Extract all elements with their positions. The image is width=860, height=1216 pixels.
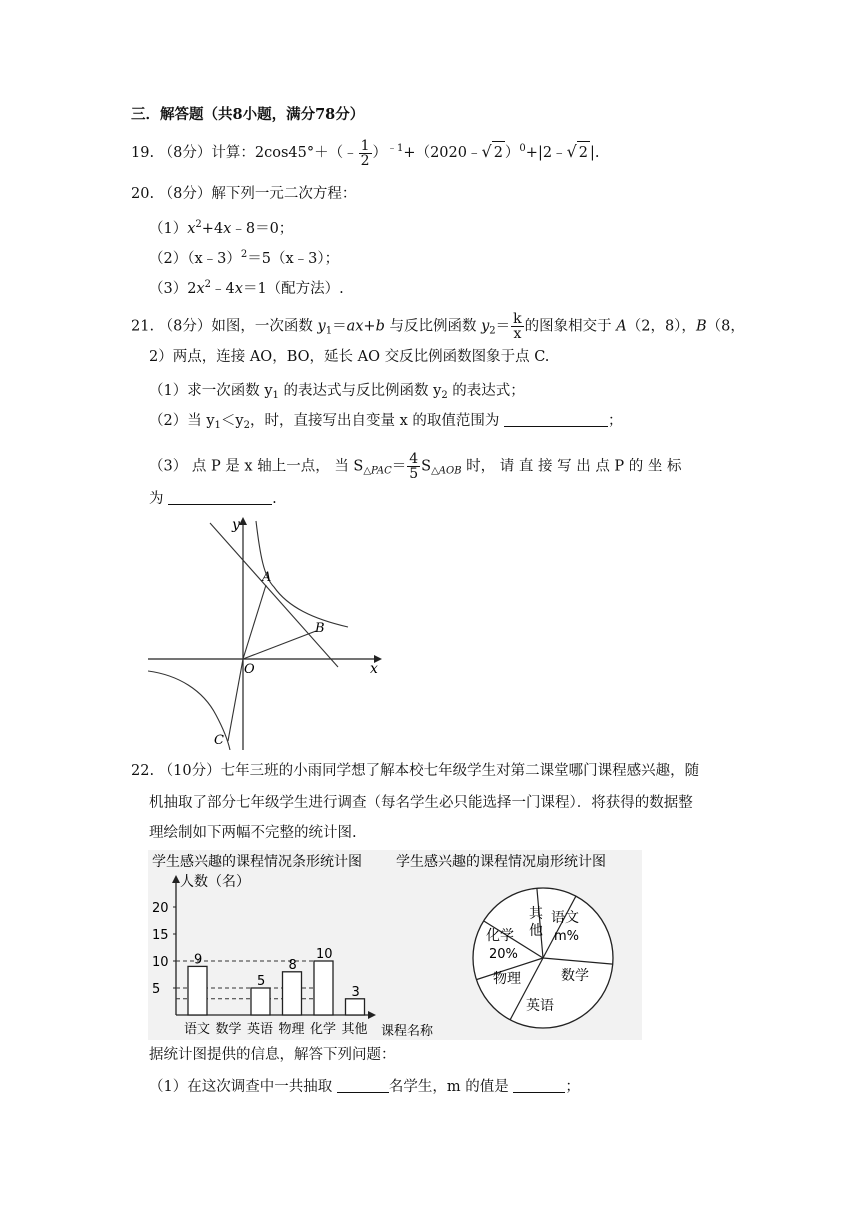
answer-blank-21-3[interactable] <box>168 490 272 505</box>
bar-其他 <box>346 999 365 1015</box>
pie-label-语文: 语文 <box>551 910 579 926</box>
segment-BO <box>243 631 316 659</box>
answer-blank-22-1b[interactable] <box>513 1078 565 1093</box>
segment-AO <box>243 585 266 659</box>
q21-part3-line2: 为 . <box>149 491 277 507</box>
answer-blank-21-2[interactable] <box>504 412 608 427</box>
bar-value-label: 8 <box>288 957 297 973</box>
point-A-label: A <box>262 570 272 585</box>
pie-label-其他: 其 <box>529 906 543 922</box>
q22-part1: （1）在这次调查中一共抽取 名学生，m 的值是 ； <box>149 1079 580 1095</box>
q21-part2: （2）当 $y_1<y_2$，时，直接写出自变量 x 的取值范围为 ； <box>149 413 623 431</box>
fraction-half: $\frac{1}{2}$ <box>360 137 370 169</box>
bar-语文 <box>188 966 207 1015</box>
q22-after-text: 据统计图提供的信息，解答下列问题： <box>149 1047 396 1063</box>
q21-part3: （3） 点 P 是 x 轴上一点， 当 $S_{\triangle PAC}=$ $\frac{4}{5}$ $S_{\triangle AOB}$ 时， 请 直 接 写 出 点 P 的 坐 标 <box>149 451 682 482</box>
segment-OC <box>228 659 243 741</box>
x-axis-label: x <box>370 661 378 677</box>
pie-label-其他: 他 <box>529 923 543 939</box>
pie-label-数学: 数学 <box>561 968 589 984</box>
point-C-label: C <box>214 733 224 748</box>
pie-chart-title: 学生感兴趣的课程情况扇形统计图 <box>396 854 606 870</box>
q20-item-2: （2）（x﹣3）$^2$＝5（x﹣3）； <box>149 249 340 267</box>
bar-value-label: 9 <box>194 952 203 968</box>
q22-line2: 机抽取了部分七年级学生进行调查（每名学生必只能选择一门课程）．将获得的数据整 <box>149 795 693 811</box>
question-21: 21. （8分）如图，一次函数 $y_1=ax+b$ 与反比例函数 $y_2=$ $\frac{k}{x}$ 的图象相交于 A（2，8），B（8， <box>131 311 745 342</box>
origin-label: O <box>244 662 255 677</box>
bar-ytick-label: 20 <box>152 901 169 916</box>
bar-chart-xlabel: 课程名称 <box>381 1024 434 1039</box>
question-19: 19. （8分）计算：2cos45°＋（﹣ $\frac{1}{2}$ ）$^{﹣1}$+（2020﹣√ 2 ）$^0$+|2﹣√ 2 |. <box>131 137 600 169</box>
q22-line3: 理绘制如下两幅不完整的统计图. <box>149 825 357 841</box>
y-axis-label: y <box>232 517 240 533</box>
pie-value-label: m% <box>554 929 580 944</box>
answer-blank-22-1a[interactable] <box>337 1078 389 1093</box>
bar-value-label: 5 <box>257 974 266 989</box>
bar-category-label: 语文 <box>184 1022 211 1037</box>
q20-item-1: $(1)x^2+4x﹣8=0$； <box>149 219 294 237</box>
sqrt-2: 2 <box>492 141 505 164</box>
fraction-4-5: $\frac{4}{5}$ <box>409 451 419 482</box>
bar-英语 <box>251 988 270 1015</box>
pie-value-label: 20% <box>489 947 518 962</box>
q21-line2: 2）两点，连接 AO，BO，延长 AO 交反比例函数图象于点 C. <box>149 349 550 365</box>
bar-ytick-label: 5 <box>152 982 161 997</box>
bar-化学 <box>314 961 333 1015</box>
linear-function-line <box>210 523 338 667</box>
q21-part1: （1）求一次函数 $y_1$ 的表达式与反比例函数 $y_2$ 的表达式； <box>149 383 525 401</box>
bar-value-label: 3 <box>351 984 360 1000</box>
bar-category-label: 化学 <box>310 1022 337 1037</box>
bar-物理 <box>283 972 302 1015</box>
question-22: 22. （10分）七年三班的小雨同学想了解本校七年级学生对第二课堂哪门课程感兴趣，随 <box>131 763 700 779</box>
sqrt-2b: 2 <box>577 141 590 164</box>
bar-ytick-label: 15 <box>152 928 169 943</box>
bar-category-label: 数学 <box>215 1022 242 1037</box>
fraction-k-x: $\frac{k}{x}$ <box>513 311 522 342</box>
y-axis-arrow <box>239 517 247 525</box>
point-B-label: B <box>315 621 325 636</box>
q20-item-3: $(3)2x^2﹣4x=1$（配方法）. <box>149 279 344 297</box>
pie-label-化学: 化学 <box>486 928 514 944</box>
bar-category-label: 英语 <box>247 1022 274 1037</box>
bar-chart-ylabel: 人数（名） <box>180 874 250 890</box>
bar-value-label: 10 <box>316 947 333 962</box>
pie-label-英语: 英语 <box>526 998 554 1014</box>
bar-category-label: 其他 <box>341 1022 368 1037</box>
bar-ytick-label: 10 <box>152 955 169 970</box>
pie-label-物理: 物理 <box>493 971 521 987</box>
function-graph <box>148 515 388 750</box>
bar-chart-title: 学生感兴趣的课程情况条形统计图 <box>152 854 362 870</box>
section-title: 三．解答题（共8小题，满分78分） <box>131 106 365 123</box>
statistics-charts <box>148 850 642 1040</box>
bar-category-label: 物理 <box>278 1022 305 1037</box>
question-20: 20. （8分）解下列一元二次方程： <box>131 186 357 202</box>
